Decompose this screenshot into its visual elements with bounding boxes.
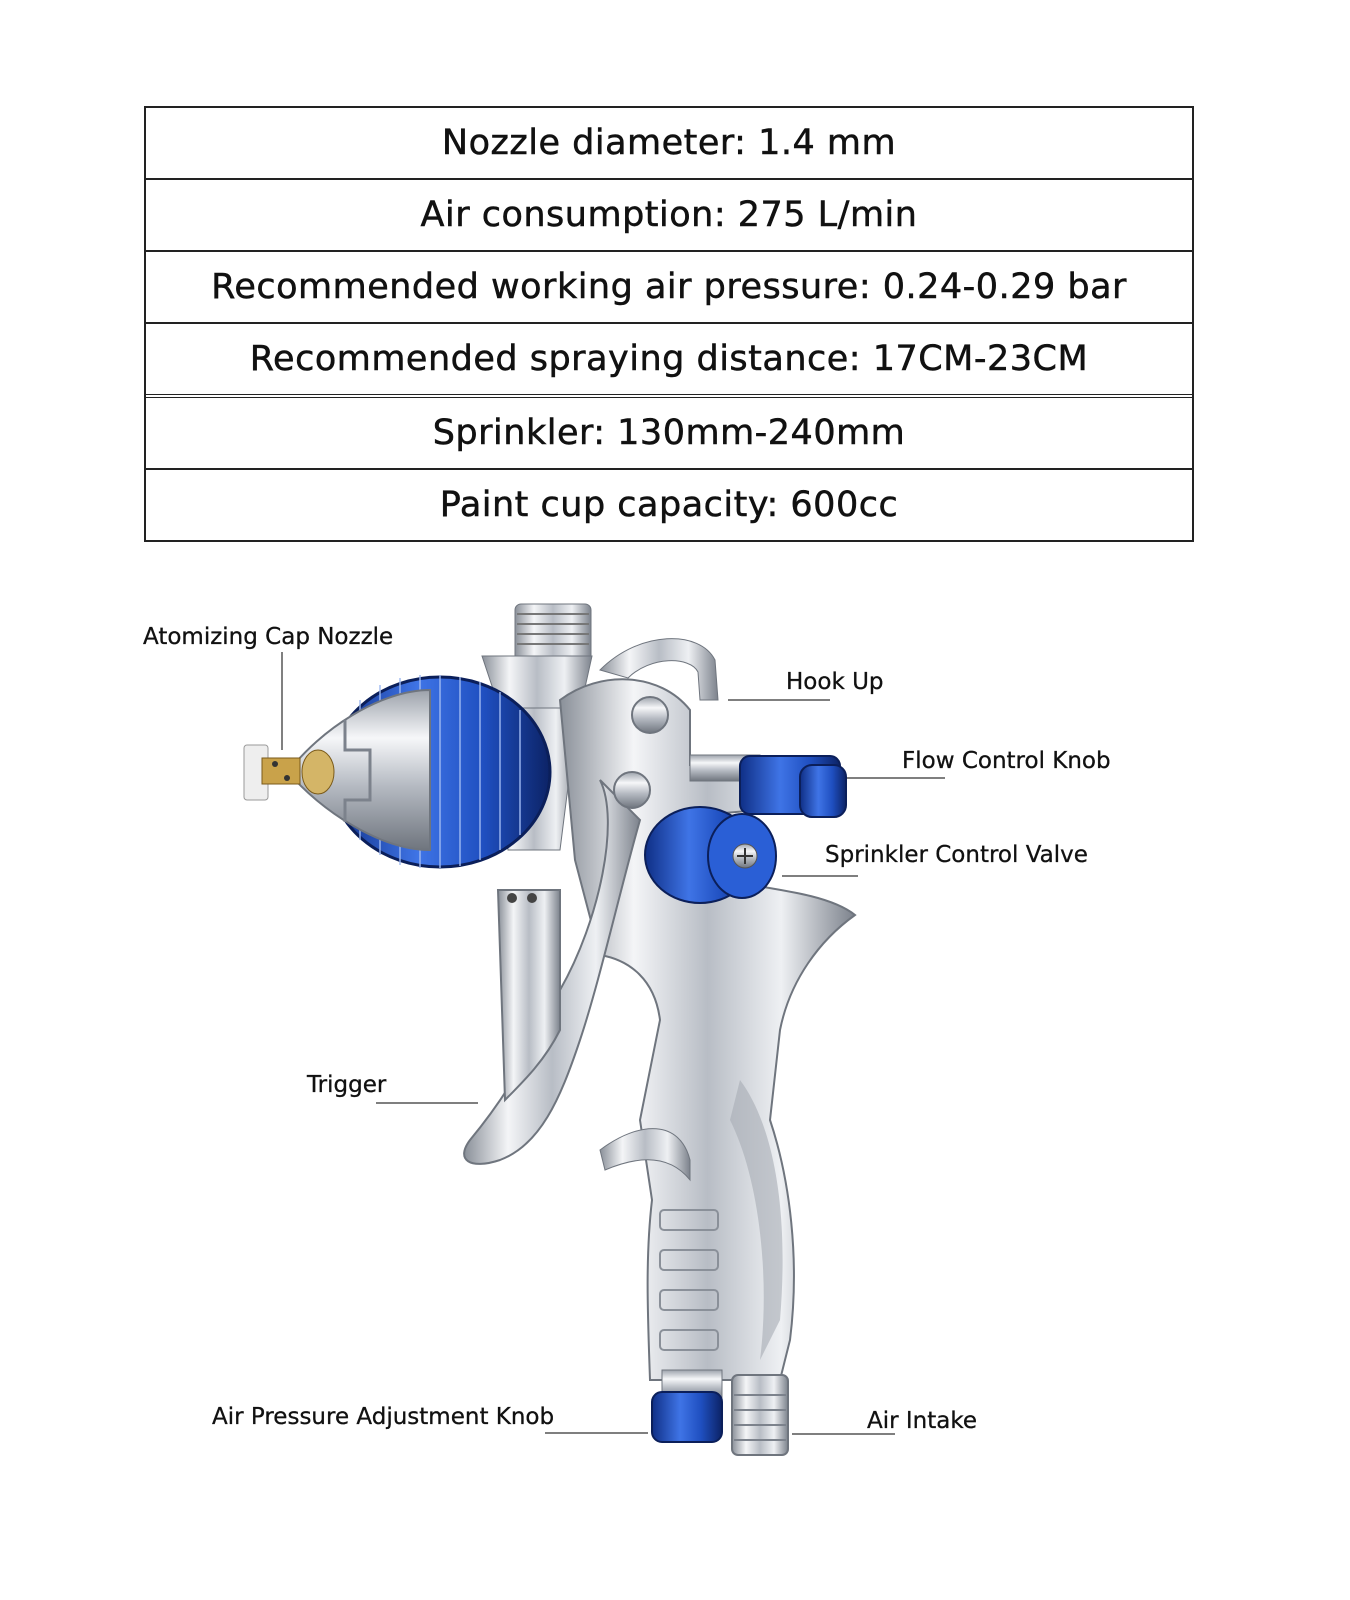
- label-flow-control-knob: Flow Control Knob: [902, 748, 1111, 774]
- spec-table: [144, 106, 1194, 542]
- spray-gun-figure: [0, 560, 1350, 1600]
- label-air-pressure-adjustment-knob: Air Pressure Adjustment Knob: [212, 1404, 555, 1430]
- spec-sprinkler: Sprinkler: 130mm-240mm: [146, 398, 1192, 470]
- label-atomizing-cap-nozzle: Atomizing Cap Nozzle: [143, 624, 394, 650]
- spec-spraying-distance: Recommended spraying distance: 17CM-23CM: [146, 324, 1192, 398]
- spray-gun-illustration: [0, 560, 1350, 1600]
- spec-air-consumption: Air consumption: 275 L/min: [146, 180, 1192, 252]
- spec-nozzle-diameter: Nozzle diameter: 1.4 mm: [146, 108, 1192, 180]
- spec-working-air-pressure: Recommended working air pressure: 0.24-0.29 bar: [146, 252, 1192, 324]
- label-trigger: Trigger: [307, 1072, 387, 1098]
- spec-paint-cup-capacity: Paint cup capacity: 600cc: [146, 470, 1192, 542]
- label-hook-up: Hook Up: [786, 669, 884, 695]
- label-air-intake: Air Intake: [867, 1408, 978, 1434]
- label-sprinkler-control-valve: Sprinkler Control Valve: [825, 842, 1088, 868]
